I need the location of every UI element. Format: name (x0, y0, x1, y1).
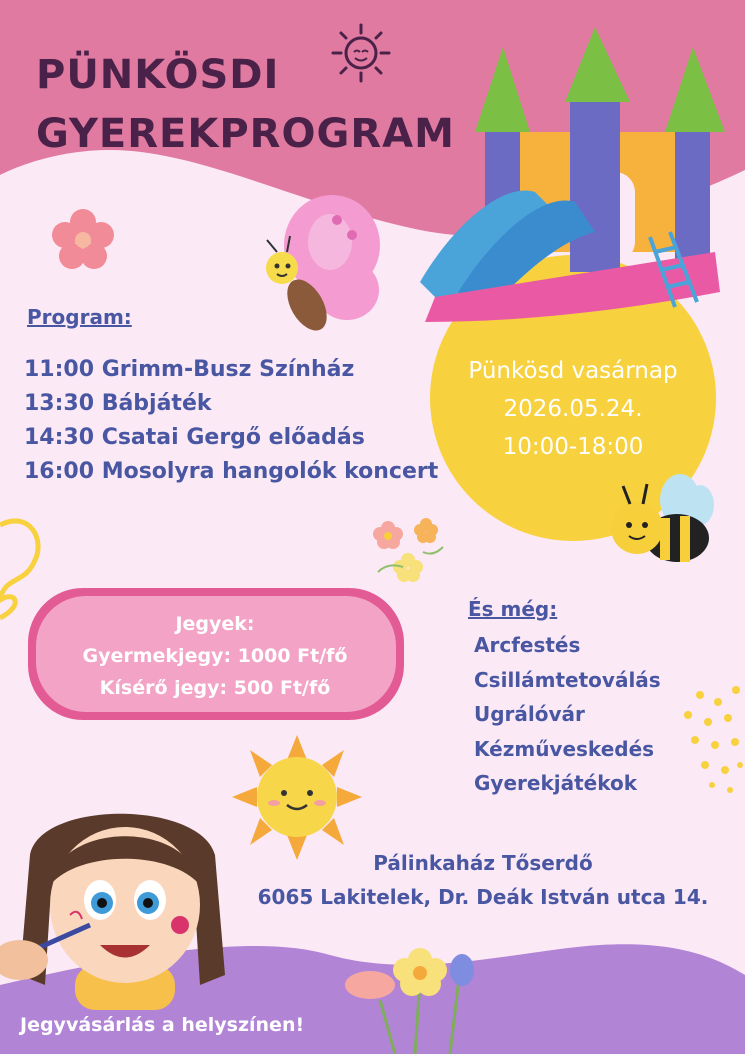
footer-note: Jegyvásárlás a helyszínen! (20, 1014, 305, 1036)
program-heading: Program: (27, 305, 132, 329)
event-day: Pünkösd vasárnap (468, 358, 678, 384)
event-date (433, 352, 713, 466)
extras-heading: És még: (468, 597, 558, 621)
bottom-flowers-deco (340, 940, 480, 1054)
girl-illustration (0, 795, 250, 1010)
title-line-1: PÜNKÖSDI (36, 52, 280, 98)
program-item: 13:30 Bábjáték (24, 391, 212, 416)
extras-item: Arcfestés (474, 633, 581, 657)
extras-item: Ugrálóvár (474, 702, 585, 726)
venue-name: Pálinkaház Tőserdő (373, 851, 593, 875)
title-line-2: GYEREKPROGRAM (36, 111, 455, 157)
butterfly-icon (252, 190, 387, 335)
squiggle-deco (0, 521, 38, 618)
program-item: 16:00 Mosolyra hangolók koncert (24, 459, 439, 484)
sun-character-icon (232, 735, 362, 860)
bee-icon (605, 470, 715, 570)
extras-item: Csillámtetoválás (474, 667, 661, 692)
flower-icon (50, 208, 116, 270)
escort-ticket-price: Kísérő jegy: 500 Ft/fő (99, 677, 331, 699)
venue-info (233, 846, 733, 914)
tickets-heading: Jegyek: (175, 613, 255, 635)
dots-deco (684, 686, 743, 793)
event-date-value: 2026.05.24. (503, 396, 643, 422)
program-item: 14:30 Csatai Gergő előadás (24, 425, 365, 450)
child-ticket-price: Gyermekjegy: 1000 Ft/fő (82, 645, 348, 667)
program-item: 11:00 Grimm-Busz Színház (24, 357, 355, 382)
extras-item: Kézműveskedés (474, 736, 655, 761)
extras-list (474, 628, 661, 801)
program-list (24, 353, 438, 489)
flowers-deco (368, 512, 448, 584)
event-time: 10:00-18:00 (502, 434, 644, 460)
venue-address: 6065 Lakitelek, Dr. Deák István utca 14. (257, 885, 709, 909)
sun-icon (328, 22, 394, 84)
tickets-info (40, 608, 390, 704)
bouncy-castle-icon (415, 22, 735, 322)
extras-item: Gyerekjátékok (474, 771, 638, 795)
